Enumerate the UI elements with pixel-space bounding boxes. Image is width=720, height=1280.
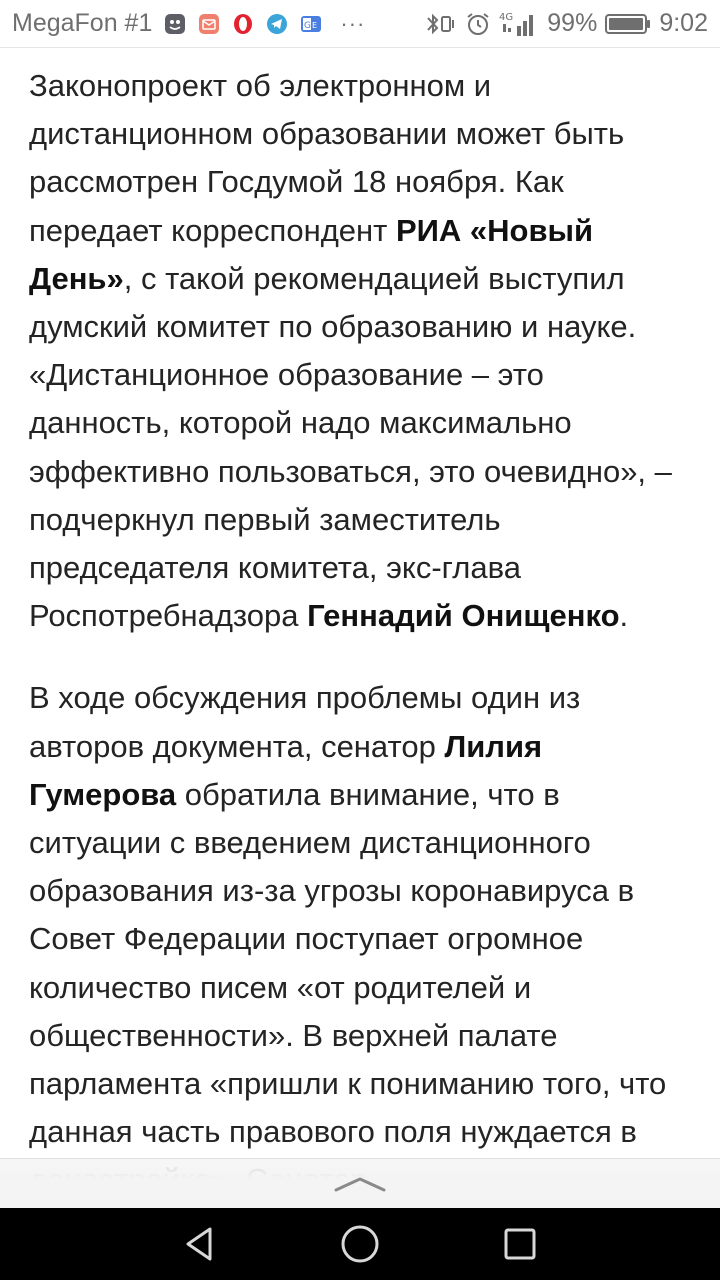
back-icon[interactable] <box>170 1214 230 1274</box>
status-right <box>423 9 708 38</box>
navigation-bar <box>0 1208 720 1280</box>
network-type: 4G <box>499 11 514 23</box>
bluetooth-vibrate-icon <box>423 13 457 35</box>
paragraph-text: . <box>619 598 629 634</box>
translate-icon <box>300 13 322 35</box>
article-paragraph <box>29 674 689 1204</box>
collapse-handle[interactable] <box>0 1158 720 1209</box>
svg-text:G: G <box>304 20 312 31</box>
recents-icon[interactable] <box>490 1214 550 1274</box>
paragraph-text: В ходе обсуждения проблемы один из авторов документа, сенатор <box>29 680 581 764</box>
telegram-icon <box>266 13 288 35</box>
person-name: Лилия Гумерова <box>29 728 543 812</box>
mail-icon <box>198 13 220 35</box>
paragraph-text: Законопроект об электронном и дистанционном образовании может быть рассмотрен Госдумой 18 ноября. Как передает корреспондент <box>29 68 625 248</box>
article-paragraph <box>29 62 689 640</box>
home-icon[interactable] <box>330 1214 390 1274</box>
chevron-up-icon[interactable] <box>334 1176 386 1192</box>
battery-percent: 99% <box>547 9 598 37</box>
person-name: Геннадий Онищенко <box>307 598 620 634</box>
paragraph-text: обратила внимание, что в ситуации с введением дистанционного образования из-за угрозы коронавируса в Совет Федерации поступает огромное количество писем «от родителей и общественности». В верхней палате парламента «пришли к пониманию того, что данная часть правового поля нуждается в <box>29 776 667 1150</box>
alarm-icon <box>465 13 491 35</box>
source-name: РИА «Новый День» <box>29 212 594 296</box>
article-body <box>29 62 689 1205</box>
carrier-name: MegaFon #1 <box>12 9 153 37</box>
signal-icon <box>499 13 539 35</box>
more-notifications-indicator: ··· <box>340 10 366 36</box>
battery-icon <box>605 13 651 35</box>
svg-text:E: E <box>312 20 318 30</box>
status-left <box>12 9 365 38</box>
status-bar <box>0 0 720 48</box>
opera-icon <box>232 13 254 35</box>
clock: 9:02 <box>659 9 708 37</box>
app-notification-icon <box>164 13 186 35</box>
paragraph-text: , с такой рекомендацией выступил думский комитет по образованию и науке. «Дистанционное образование – это данность, которой надо максимально эффективно пользоваться, это очевидно», – подчеркнул первый заместитель председателя комитета, экс-глава Роспотребнадзора <box>29 260 672 634</box>
